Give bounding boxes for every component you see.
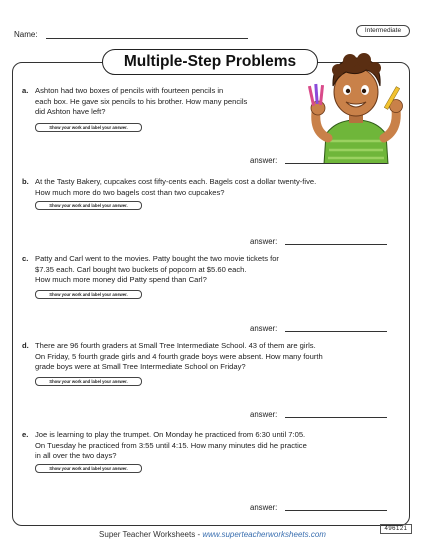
- page-title: Multiple-Step Problems: [102, 49, 318, 75]
- question-line: grade boys were at Small Tree Intermediate School on Friday?: [35, 362, 246, 371]
- question-line: in all over the two days?: [35, 451, 117, 460]
- question-line: On Friday, 5 fourth grade girls and 4 fourth grade boys were absent. How many fourth: [35, 351, 323, 361]
- footer-separator: -: [195, 530, 203, 539]
- question-text: [35, 254, 365, 286]
- question-letter: b.: [22, 177, 29, 186]
- answer-label: answer:: [250, 410, 278, 419]
- question-line: $7.35 each. Carl bought two buckets of popcorn at $5.60 each.: [35, 264, 247, 274]
- answer-label: answer:: [250, 503, 278, 512]
- question-line: did Ashton have left?: [35, 107, 106, 116]
- question-line: On Tuesday he practiced from 3:55 until 4:15. How many minutes did he practice: [35, 440, 307, 450]
- question-line: each box. He gave six pencils to his brother. How many pencils: [35, 96, 248, 106]
- show-work-hint: Show your work and label your answer.: [35, 377, 142, 386]
- question-line: Joe is learning to play the trumpet. On Monday he practiced from 6:30 until 7:05.: [35, 430, 306, 439]
- show-work-hint: Show your work and label your answer.: [35, 464, 142, 473]
- question-line: How much more do two bagels cost than two cupcakes?: [35, 187, 225, 197]
- answer-label: answer:: [250, 324, 278, 333]
- footer-url-link[interactable]: www.superteacherworksheets.com: [202, 530, 326, 539]
- footer-site-name: Super Teacher Worksheets: [99, 530, 196, 539]
- level-badge: Intermediate: [356, 25, 410, 37]
- question-text: [35, 430, 365, 462]
- question-text: [35, 86, 365, 118]
- footer: [0, 530, 425, 539]
- answer-line[interactable]: [285, 510, 387, 511]
- answer-line[interactable]: [285, 244, 387, 245]
- worksheet-code: 496121: [380, 524, 412, 534]
- question-line: How much more money did Patty spend than Carl?: [35, 275, 207, 284]
- answer-label: answer:: [250, 156, 278, 165]
- question-letter: d.: [22, 341, 29, 350]
- name-label: Name:: [14, 30, 38, 39]
- question-line: Patty and Carl went to the movies. Patty bought the two movie tickets for: [35, 254, 279, 263]
- question-line: Ashton had two boxes of pencils with fourteen pencils in: [35, 86, 224, 95]
- question-letter: a.: [22, 86, 29, 95]
- question-text: [35, 177, 365, 198]
- question-line: There are 96 fourth graders at Small Tree Intermediate School. 43 of them are girls.: [35, 341, 316, 350]
- question-letter: c.: [22, 254, 29, 263]
- question-text: [35, 341, 365, 373]
- question-line: At the Tasty Bakery, cupcakes cost fifty-cents each. Bagels cost a dollar twenty-five.: [35, 177, 317, 186]
- name-line: [46, 38, 248, 39]
- answer-label: answer:: [250, 237, 278, 246]
- answer-line[interactable]: [285, 417, 387, 418]
- answer-line[interactable]: [285, 163, 387, 164]
- show-work-hint: Show your work and label your answer.: [35, 201, 142, 210]
- answer-line[interactable]: [285, 331, 387, 332]
- show-work-hint: Show your work and label your answer.: [35, 123, 142, 132]
- show-work-hint: Show your work and label your answer.: [35, 290, 142, 299]
- question-letter: e.: [22, 430, 29, 439]
